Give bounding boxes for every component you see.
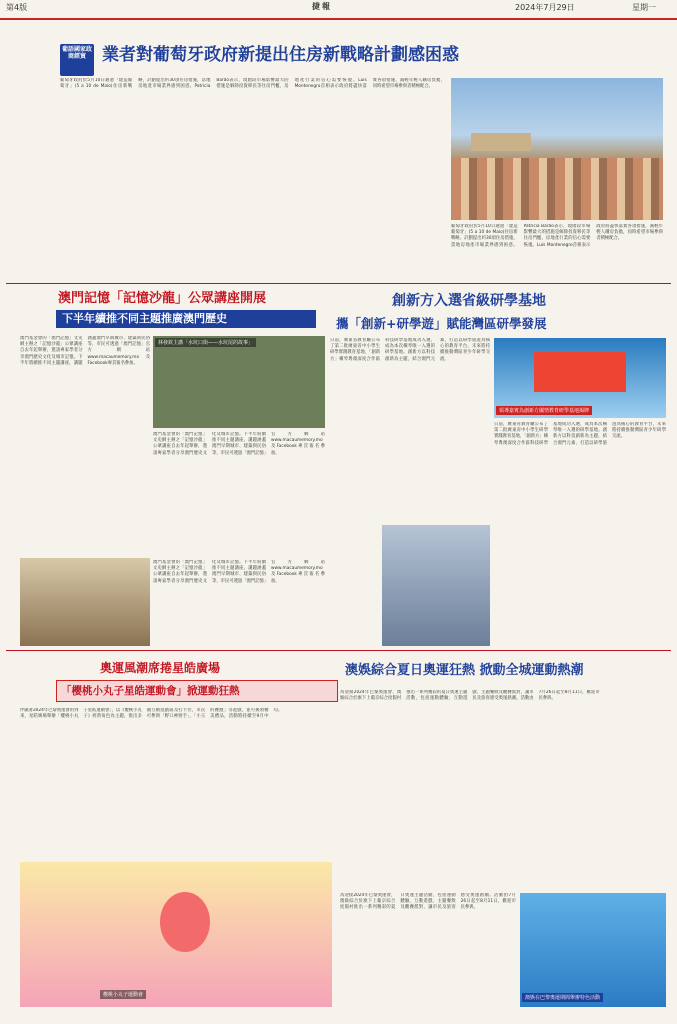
section-divider-2	[6, 650, 671, 651]
article-innovation-body: 日前，廣東省教育廳公布了第二批廣東省中小學生研學實踐教育基地，「創新方」橫琴粵澳深度合作區科技研學基地成功入選，成為本次橫琴唯一入選的研學基地。創新方以科技創新為主題，結合澳門元素，打造以研學旅遊為核心的教育平台，未來將持續推動灣區青少年研學交流。	[330, 338, 490, 362]
article-memory-body-end: 澳門基金會的「澳門記憶」文史網主辦之「記憶沙龍」公眾講座自去年起舉辦，邀請專家學者分享澳門歷史文化及城市記憶。下半年將續推不同主題講座，講題涵蓋澳門早期城市、建築與民俗等，市民可透過「澳門記憶」官方網站 www.macaumemory.mo 及Facebook專頁報名參加。	[153, 560, 325, 584]
page-header	[0, 0, 677, 20]
article-memory-body: 澳門基金會的「澳門記憶」文史網主辦之「記憶沙龍」公眾講座自去年起舉辦，邀請專家學者分享澳門歷史文化及城市記憶。下半年將續推不同主題講座，講題涵蓋澳門早期城市、建築與民俗等，市民可透過「澳門記憶」官方網站 www.macaumemory.mo 及Facebook專頁報名參加。	[20, 336, 150, 366]
lecture-photo-1	[153, 336, 325, 428]
plaque-photo-caption: 領導嘉賓為創新方國情教育研學基地揭牌	[496, 406, 592, 415]
castle-shape	[471, 133, 531, 151]
subheadline-bar-2	[56, 680, 338, 702]
section-divider	[6, 283, 671, 284]
maruko-photo	[20, 862, 332, 1007]
section-badge: 葡語國家政商經貿	[60, 44, 94, 76]
headline-olympic-mall: 奧運風潮席捲星皓廣場	[100, 661, 221, 675]
rooftops-shape	[451, 158, 663, 220]
page-number: 第4版	[6, 3, 28, 12]
plaque-unveiling-photo	[494, 338, 666, 418]
masthead-logo: 捷報	[312, 2, 332, 11]
headline-housing: 業者對葡萄牙政府新提出住房新戰略計劃感困惑	[102, 45, 459, 65]
lecture-photo-2	[20, 558, 150, 646]
subheadline-macau-history: 下半年續推不同主題推廣澳門歷史	[62, 312, 227, 325]
seminar-photo	[382, 525, 490, 646]
subheadline-chibi-maruko: 「櫻桃小丸子星皓運動會」掀運動狂熱	[61, 685, 240, 697]
article-housing-body: 葡萄牙政府於5月10日通過「建造葡萄牙」(5 a 10 de Maio)住房新戰略，計劃提出約30項住房措施，當地房地產市場業界感到困惑。Patrícia Barão表示，現階段市場影響最大的措施是解除投資移民等住房門檻，房地產行業的信心需要恢復。Luís Montenegro首相表示政府將盡快落實各項措施，減輕年輕人購房負擔，同時希望市場參與者積極配合。	[60, 78, 445, 90]
article-housing-body-cont: 葡萄牙政府於5月10日通過「建造葡萄牙」(5 a 10 de Maio)住房新戰略，計劃提出約30項住房措施，當地房地產市場業界感到困惑。Patrícia Barão表示，現階段市場影響最大的措施是解除投資移民等住房門檻，房地產行業的信心需要恢復。Luís Montenegro首相表示政府將盡快落實各項措施，減輕年輕人購房負擔，同時希望市場參與者積極配合。	[451, 224, 663, 248]
article-memory-body-cont: 澳門基金會的「澳門記憶」文史網主辦之「記憶沙龍」公眾講座自去年起舉辦，邀請專家學者分享澳門歷史文化及城市記憶。下半年將續推不同主題講座，講題涵蓋澳門早期城市、建築與民俗等，市民可透過「澳門記憶」官方網站 www.macaumemory.mo 及Facebook專頁報名參加。	[153, 432, 325, 456]
headline-innovation: 創新方入選省級研學基地	[392, 293, 546, 309]
lecture-photo-caption: 林發欽主講「水坑口街——水坑尾的故事」	[155, 338, 256, 347]
article-sjm-body: 為迎接2024年巴黎奧運會，澳娛綜合於旗下上葡京綜合度假村推出一系列精彩的夏日奧運主題活動，包括運動體驗、互動遊戲、主題餐飲及觀賽派對，讓市民及旅客感受奧運熱潮。活動由7月26日起至8月11日，歡迎市民參與。	[340, 690, 600, 702]
subheadline-bar	[56, 310, 316, 328]
headline-macau-memory: 澳門記憶「記憶沙龍」公眾講座開展	[58, 291, 267, 306]
mascot-shape	[160, 892, 210, 952]
lisbon-photo	[451, 78, 663, 220]
article-olympic-mall-body: 伴隨著2024年巴黎奧運會的到來，星皓廣場舉辦「櫻桃小丸子星皓運動會」，以《櫻桃小丸子》經典角色為主題，推出多個互動遊戲區及打卡位，市民可參與「野口神射手」、「小玉的賽跑」等遊戲，並可換領精美禮品，活動將持續至9月中旬。	[20, 708, 283, 720]
issue-date: 2024年7月29日	[515, 3, 575, 12]
subheadline-innovation: 攜「創新+研學遊」賦能灣區研學發展	[336, 316, 547, 331]
article-sjm-body-cont: 為迎接2024年巴黎奧運會，澳娛綜合於旗下上葡京綜合度假村推出一系列精彩的夏日奧運主題活動，包括運動體驗、互動遊戲、主題餐飲及觀賽派對，讓市民及旅客感受奧運熱潮。活動由7月26日起至8月11日，歡迎市民參與。	[340, 893, 516, 911]
sjm-photo-caption: 澳娛在巴黎奧運期間舉辦特色活動	[522, 993, 603, 1002]
article-innovation-body-cont: 日前，廣東省教育廳公布了第二批廣東省中小學生研學實踐教育基地，「創新方」橫琴粵澳深度合作區科技研學基地成功入選，成為本次橫琴唯一入選的研學基地。創新方以科技創新為主題，結合澳門元素，打造以研學旅遊為核心的教育平台，未來將持續推動灣區青少年研學交流。	[494, 422, 666, 446]
sjm-event-photo	[520, 893, 666, 1007]
unveiling-plaque-shape	[534, 352, 626, 392]
maruko-photo-caption: 櫻桃小丸子運動會	[100, 990, 146, 999]
headline-sjm-olympic: 澳娛綜合夏日奧運狂熱 掀動全城運動熱潮	[345, 663, 584, 678]
weekday: 星期一	[632, 3, 656, 12]
